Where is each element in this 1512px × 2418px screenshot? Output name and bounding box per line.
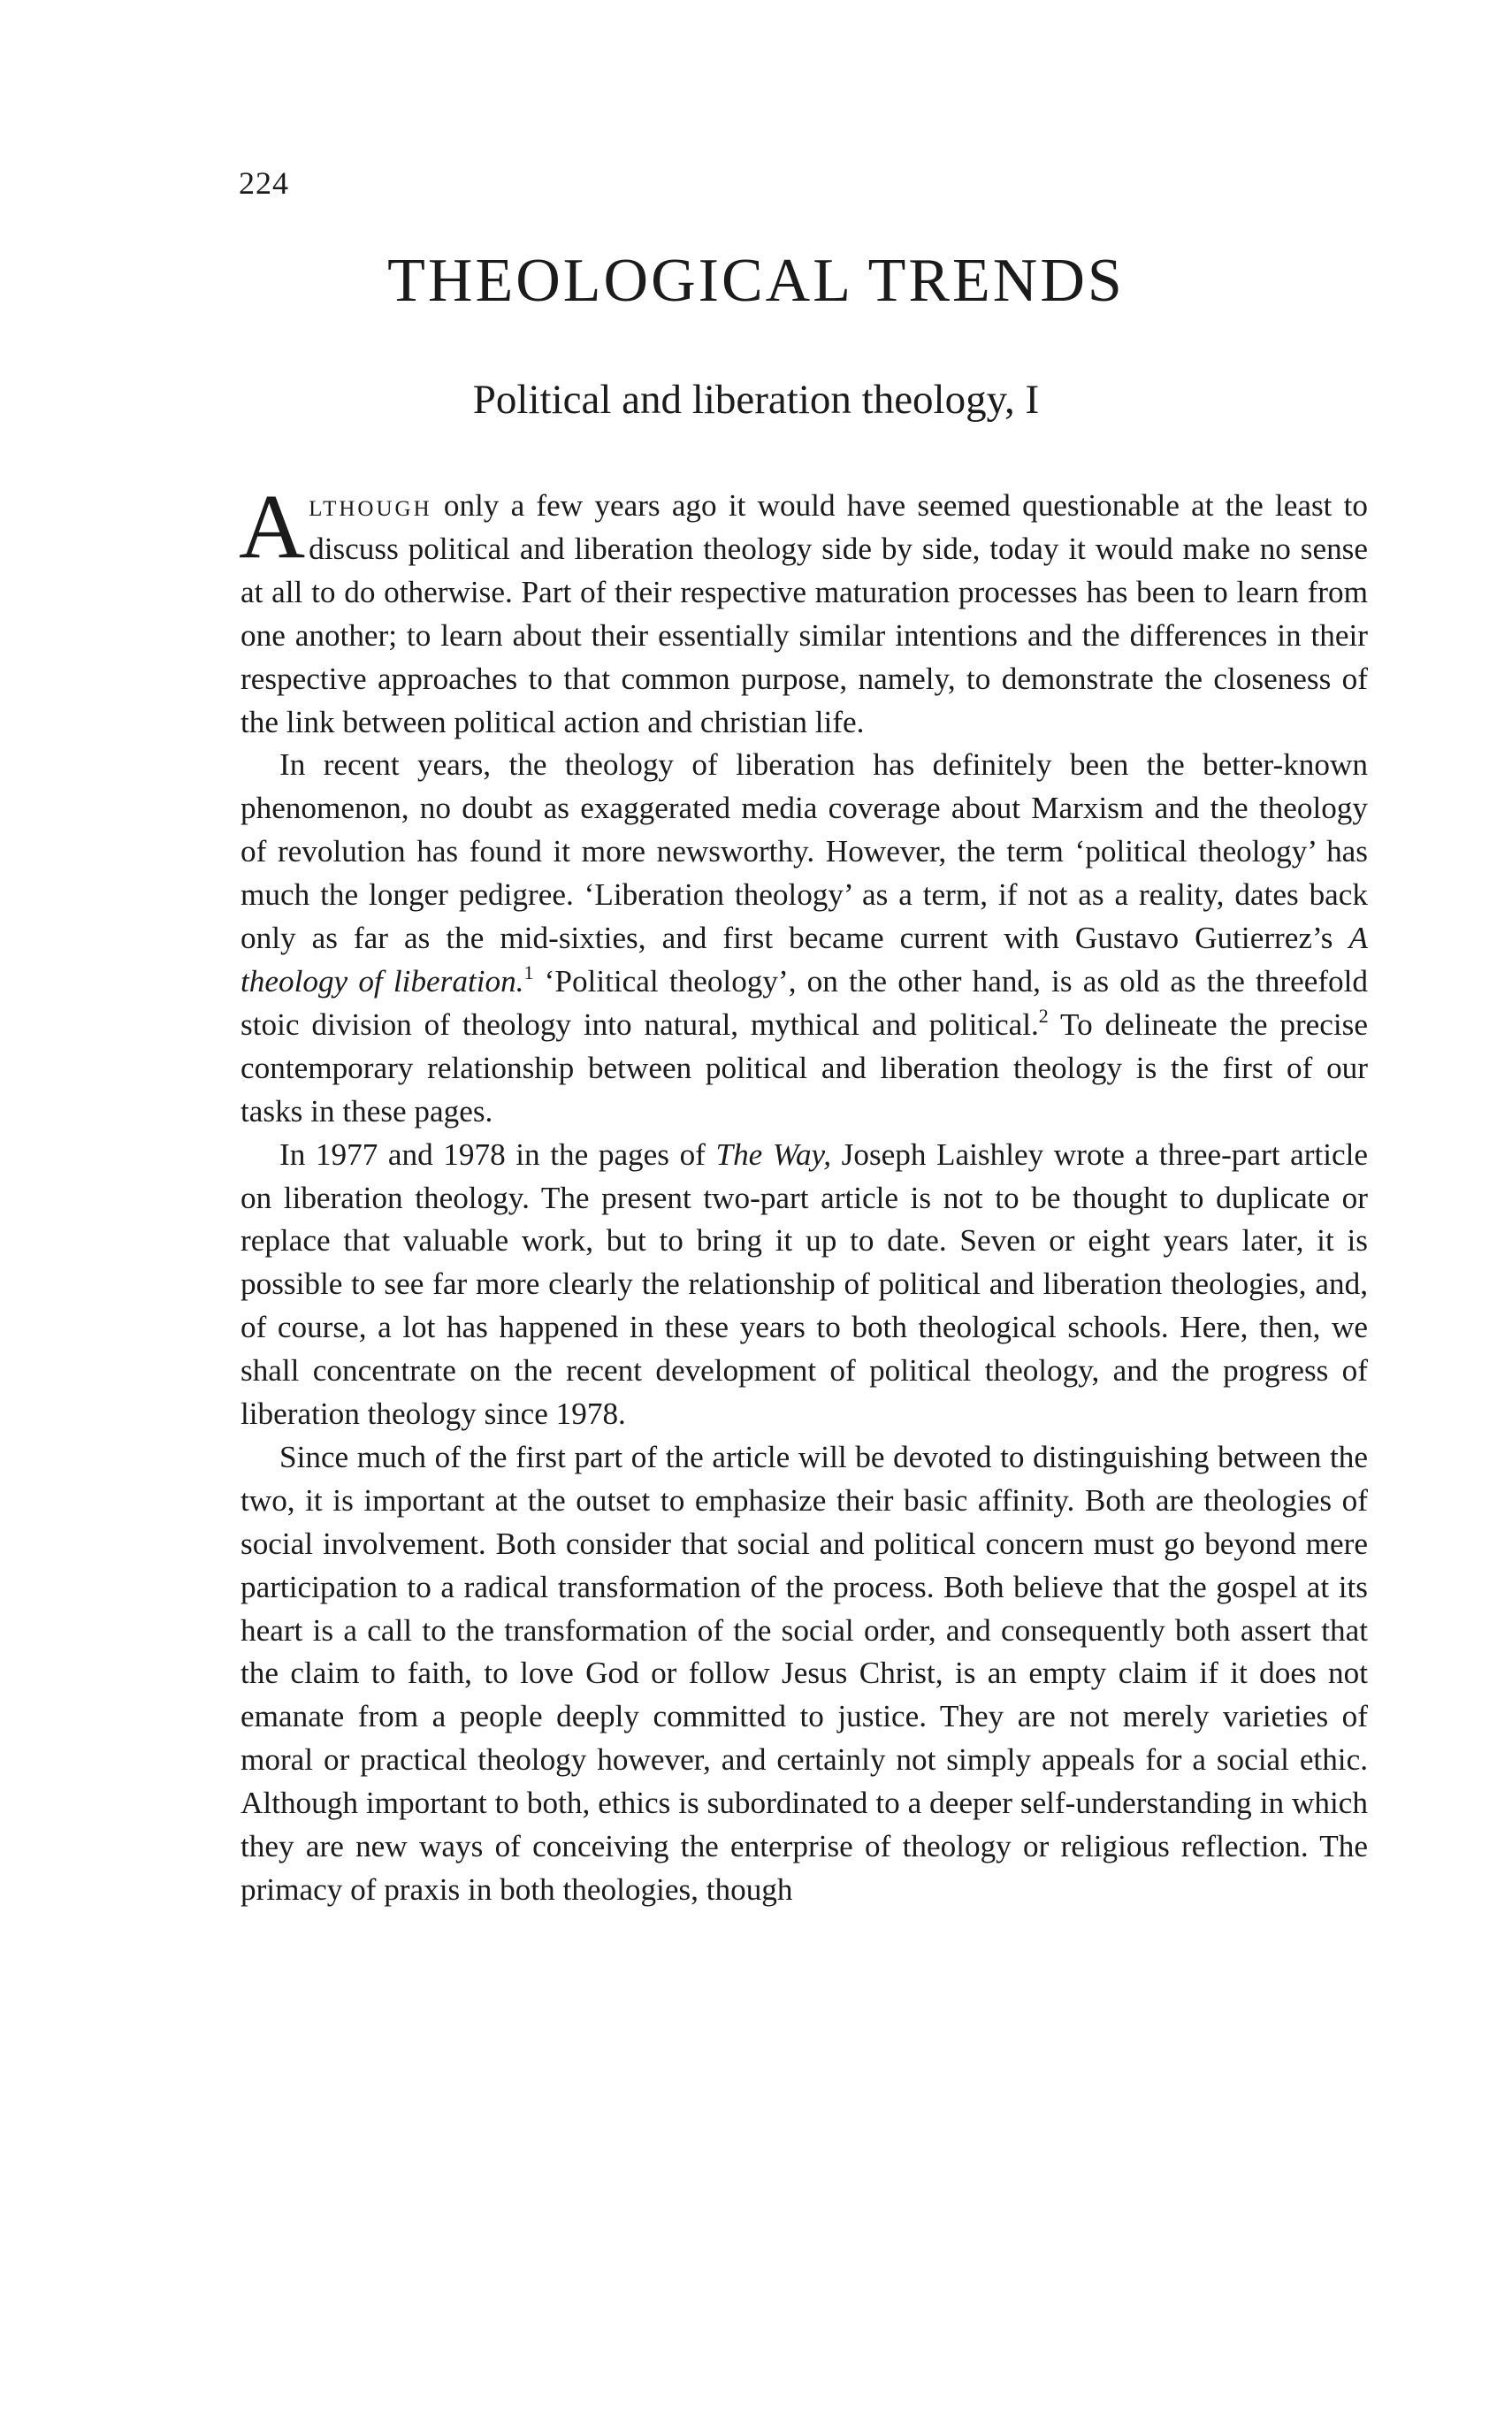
paragraph-3-text-a: In 1977 and 1978 in the pages of <box>279 1136 716 1172</box>
book-title: A theology of liberation. <box>241 921 1368 999</box>
paragraph-1 <box>239 476 1368 744</box>
footnote-ref-2: 2 <box>1038 1004 1049 1027</box>
journal-title: The Way, <box>715 1136 832 1172</box>
page-number: 224 <box>239 165 289 201</box>
paragraph-3 <box>241 1134 1368 1436</box>
paragraph-4 <box>241 1436 1368 1912</box>
paragraph-2-text-a: In recent years, the theology of liberation has definitely been the better-known phenomenon, no doubt as exaggerated media coverage about Marxism and the theology of revolution has found it more newsworthy. However, the term ‘political theology’ has much the longer pedigree. ‘Liberation theology’ as a term, if not as a reality, dates back only as far as the mid-sixties, and first became current with Gustavo Gutierrez’s <box>241 747 1368 956</box>
article-subtitle: Political and liberation theology, I <box>472 377 1040 423</box>
paragraph-2 <box>241 744 1368 1133</box>
paragraph-1-text: only a few years ago it would have seemed questionable at the least to discuss political and liberation theology side by side, today it would make no sense at all to do otherwise. Part of their respective maturation processes has been to learn from one another; to learn about their essentially similar intentions and the differences in their respective approaches to that common purpose, namely, to demonstrate the closeness of the link between political action and christian life. <box>241 488 1368 739</box>
paragraph-4-text: Since much of the first part of the article will be devoted to distinguishing between the two, it is important at the outset to emphasize their basic affinity. Both are theologies of social involvement. Both consider that social and political concern must go beyond mere participation to a radical transformation of the process. Both believe that the gospel at its heart is a call to the transformation of the social order, and consequently both assert that the claim to faith, to love God or follow Jesus Christ, is an empty claim if it does not emanate from a people deeply committed to justice. They are not merely varieties of moral or practical theology however, and certainly not simply appeals for a social ethic. Although important to both, ethics is subordinated to a deeper self-understanding in which they are new ways of conceiving the enterprise of theology or religious reflection. The primacy of praxis in both theologies, though <box>241 1439 1368 1907</box>
footnote-ref-1: 1 <box>523 960 534 983</box>
drop-cap: A <box>239 476 306 578</box>
opening-small-caps: lthough <box>309 488 432 523</box>
paragraph-2-text-c: To delineate the precise contemporary relationship between political and liberation theology is the first of our tasks in these pages. <box>241 1006 1368 1129</box>
paragraph-3-text-b: Joseph Laishley wrote a three-part article on liberation theology. The present two-part article is not to be thought to duplicate or replace that valuable work, but to bring it up to date. Seven or eight years later, it is possible to see far more clearly the relationship of political and liberation theologies, and, of course, a lot has happened in these years to both theological schools. Here, then, we shall concentrate on the recent development of political theology, and the progress of liberation theology since 1978. <box>241 1136 1369 1432</box>
article-body <box>239 476 1369 1912</box>
section-title: THEOLOGICAL TRENDS <box>387 247 1125 315</box>
paragraph-2-text-b: ‘Political theology’, on the other hand, is as old as the threefold stoic division of theology into natural, mythical and political. <box>241 963 1368 1042</box>
